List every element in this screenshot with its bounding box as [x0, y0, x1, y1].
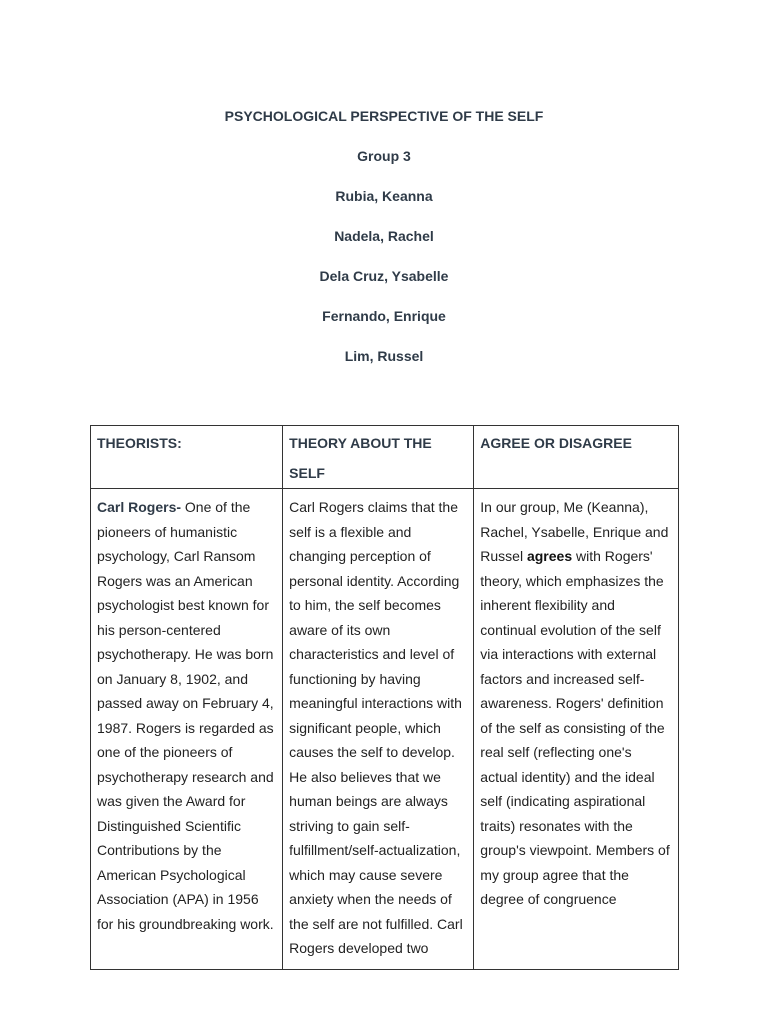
column-header-theory: THEORY ABOUT THE SELF [283, 426, 474, 489]
member-name: Dela Cruz, Ysabelle [319, 268, 449, 284]
member-name: Rubia, Keanna [335, 188, 433, 204]
theorist-description: One of the pioneers of humanistic psychology, Carl Ransom Rogers was an American psychologist best known for his person-centered psychotherapy. He was born on January 8, 1902, and passed away on February 4, 1987. Rogers is regarded as one of the pioneers of psychotherapy research and was given the Award for Distinguished Scientific Contributions by the American Psychological Association (APA) in 1956 for his groundbreaking work. [97, 499, 274, 932]
theorist-cell [91, 489, 283, 970]
group-label: Group 3 [357, 148, 411, 164]
column-header-theorists: THEORISTS: [91, 426, 283, 489]
theory-cell: Carl Rogers claims that the self is a flexible and changing perception of personal identity. According to him, the self becomes aware of its own characteristics and level of functioning by having meaningful interactions with significant people, which causes the self to develop. He also believes that we human beings are always striving to gain self-fulfillment/self-actualization, which may cause severe anxiety when the needs of the self are not fulfilled. Carl Rogers developed two [283, 489, 474, 970]
member-name: Nadela, Rachel [334, 228, 434, 244]
document-title: PSYCHOLOGICAL PERSPECTIVE OF THE SELF [224, 108, 544, 124]
theorist-name: Carl Rogers- [97, 499, 182, 515]
opinion-emphasis: agrees [526, 548, 573, 564]
table-header-row [91, 426, 679, 489]
opinion-text-after: with Rogers' theory, which emphasizes the inherent flexibility and continual evolution of the self via interactions with external factors and increased self-awareness. Rogers' definition of the self as consisting of the real self (reflecting one's actual identity) and the ideal self (indicating aspirational traits) resonates with the group's viewpoint. Members of my group agree that the degree of congruence [480, 548, 670, 907]
table-row [91, 489, 679, 970]
theory-table [90, 425, 679, 970]
document-header [0, 104, 768, 384]
opinion-text-before: In our group, Me (Keanna), Rachel, Ysabelle, Enrique and Russel [480, 499, 669, 564]
column-header-agree-disagree: AGREE OR DISAGREE [474, 426, 679, 489]
member-name: Lim, Russel [344, 348, 424, 364]
opinion-cell [474, 489, 679, 970]
member-name: Fernando, Enrique [322, 308, 446, 324]
